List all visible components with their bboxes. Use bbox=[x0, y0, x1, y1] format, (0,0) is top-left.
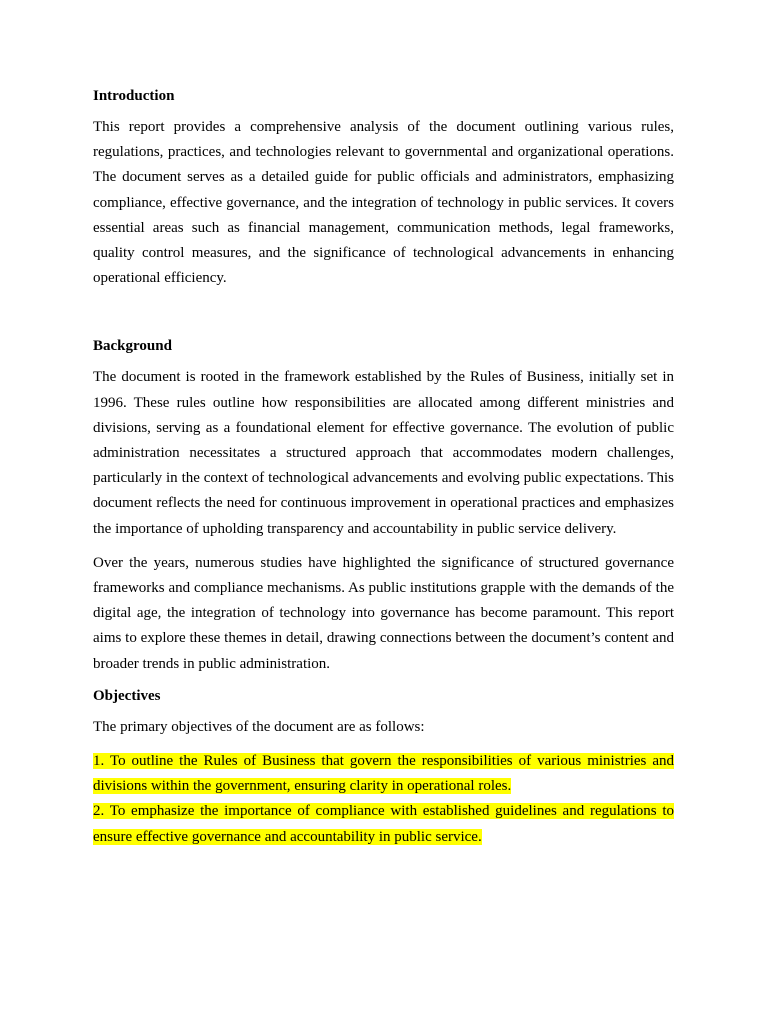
background-paragraph-1: The document is rooted in the framework established by the Rules of Business, initially set in 1996. These rules outline how responsibilities are allocated among different ministries and divisions, serving as a foundational element for effective governance. The evolution of public administration necessitates a structured approach that accommodates modern challenges, particularly in the context of technological advancements and evolving public expectations. This document reflects the need for continuous improvement in operational practices and emphasizes the importance of upholding transparency and accountability in public service delivery. bbox=[93, 369, 674, 537]
objectives-heading: Objectives bbox=[93, 687, 161, 704]
introduction-paragraph: This report provides a comprehensive analysis of the document outlining various rules, regulations, practices, and technologies relevant to governmental and organizational operations. The document serves as a detailed guide for public officials and administrators, emphasizing compliance, effective governance, and the integration of technology in public services. It covers essential areas such as financial management, communication methods, legal frameworks, quality control measures, and the significance of technological advancements in enhancing operational efficiency. bbox=[93, 119, 674, 287]
background-paragraph-2: Over the years, numerous studies have highlighted the significance of structured governance frameworks and compliance mechanisms. As public institutions grapple with the demands of the digital age, the integration of technology into governance has become paramount. This report aims to explore these themes in detail, drawing connections between the document’s content and broader trends in public administration. bbox=[93, 554, 674, 672]
objective-item-2 bbox=[93, 799, 674, 849]
document-body bbox=[93, 86, 674, 850]
background-heading: Background bbox=[93, 338, 172, 355]
section-spacer bbox=[93, 300, 674, 336]
highlighted-text: 2. To emphasize the importance of compliance with established guidelines and regulations to ensure effective governance and accountability in public service. bbox=[93, 803, 674, 845]
objectives-intro: The primary objectives of the document are as follows: bbox=[93, 718, 425, 735]
objectives-list bbox=[93, 749, 674, 850]
introduction-heading: Introduction bbox=[93, 88, 175, 104]
highlighted-text: 1. To outline the Rules of Business that govern the responsibilities of various ministries and divisions within the government, ensuring clarity in operational roles. bbox=[93, 753, 674, 795]
objective-item-1 bbox=[93, 749, 674, 799]
